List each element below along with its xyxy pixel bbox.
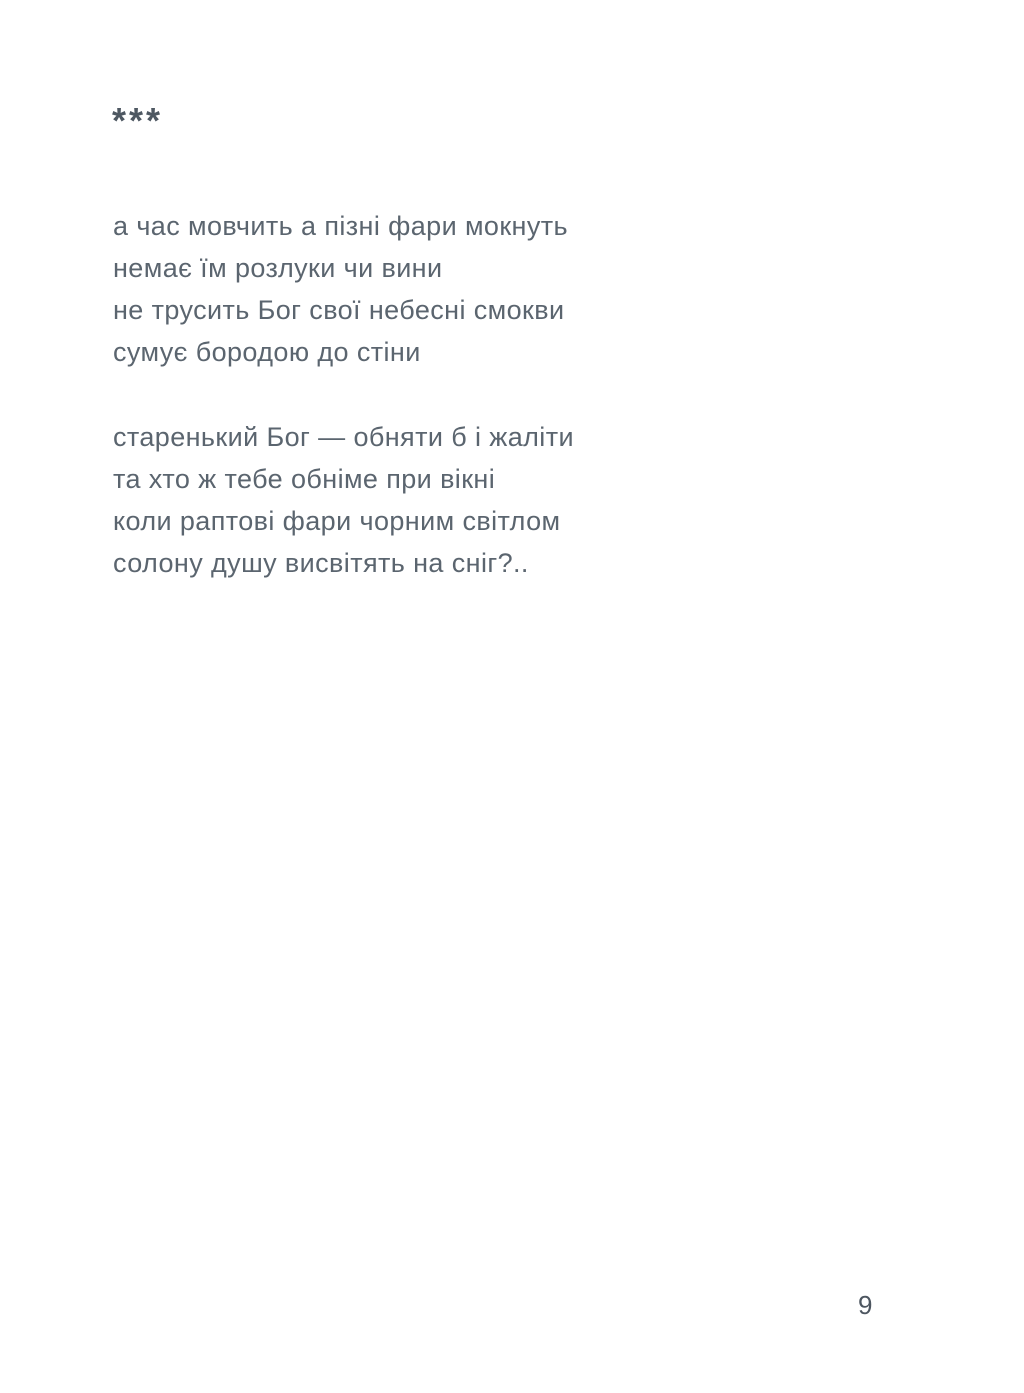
poem-line: старенький Бог — обняти б і жаліти [113, 422, 574, 452]
poem-line: коли раптові фари чорним світлом [113, 506, 561, 536]
poem-stanza-2 [113, 416, 574, 584]
poem-line: а час мовчить а пізні фари мокнуть [113, 211, 568, 241]
poem-line: та хто ж тебе обніме при вікні [113, 464, 496, 494]
poem-line: солону душу висвітять на сніг?.. [113, 548, 529, 578]
page-number: 9 [858, 1290, 873, 1320]
poem-line: не трусить Бог свої небесні смокви [113, 295, 565, 325]
section-divider: *** [112, 100, 164, 141]
poem-line: немає їм розлуки чи вини [113, 253, 443, 283]
poem-line: сумує бородою до стіни [113, 337, 421, 367]
poem-stanza-1 [113, 205, 568, 373]
